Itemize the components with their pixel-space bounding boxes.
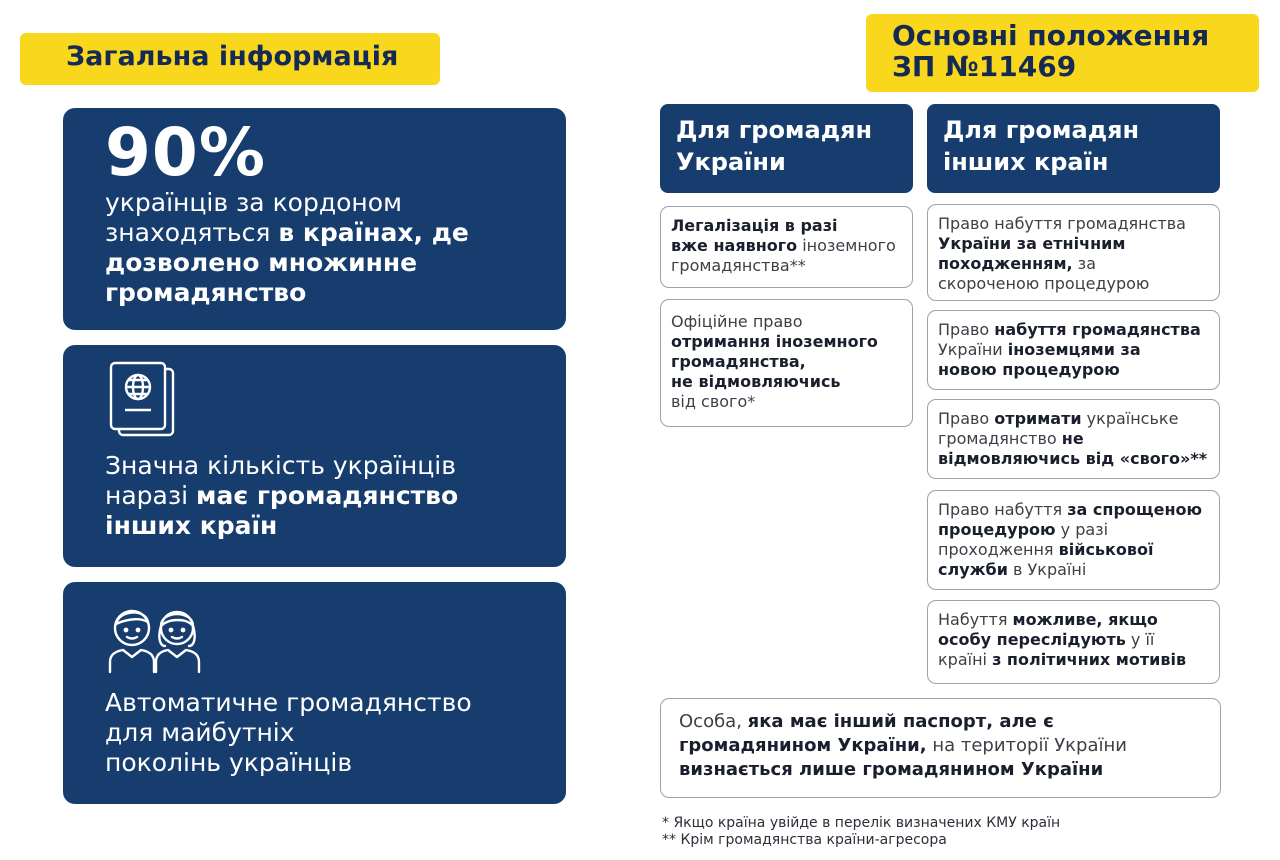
card-3-text (105, 688, 472, 778)
text-bold: служби (938, 560, 1008, 579)
text-run: України (938, 340, 1008, 359)
text-run: Автоматичне громадянство (105, 688, 472, 717)
text-bold: можливе, якщо (1012, 610, 1158, 629)
column-header-line: інших країн (943, 148, 1109, 176)
text-bold: іноземцями за (1007, 340, 1141, 359)
text-run: країні (938, 650, 993, 669)
general-info-header-text: Загальна інформація (66, 41, 399, 72)
text-run: Право набуття (938, 500, 1068, 519)
text-bold: громадянином України, (679, 735, 927, 756)
text-bold: особу переслідують (938, 630, 1126, 649)
text-bold: отримати (994, 409, 1082, 428)
text-run: поколінь українців (105, 748, 353, 777)
text-bold: не відмовляючись (671, 372, 841, 391)
text-run: для майбутніх (105, 718, 295, 747)
text-run: українців за кордоном (105, 188, 402, 217)
text-run: на території України (926, 735, 1127, 756)
text-bold: громадянства, (671, 352, 806, 371)
text-bold: дозволено множинне (105, 248, 418, 277)
text-bold: відмовляючись від «свого»** (938, 449, 1208, 468)
card-2-text (105, 451, 458, 541)
main-provisions-header-line2: ЗП №11469 (892, 50, 1077, 83)
text-run: іноземного (797, 236, 896, 255)
text-bold: України за етнічним (938, 234, 1126, 253)
text-run: Право набуття громадянства (938, 214, 1186, 233)
text-bold: військової (1058, 540, 1154, 559)
text-bold: процедурою (938, 520, 1056, 539)
footnote-1: * Якщо країна увійде в перелік визначених КМУ країн (662, 815, 1061, 831)
text-bold: громадянство (105, 278, 307, 307)
text-run: Офіційне право (671, 312, 803, 331)
others-box-ethnic-origin (927, 204, 1220, 301)
others-box-political-persecution (927, 600, 1220, 684)
text-run: українське (1081, 409, 1179, 428)
ukraine-box-official-right (660, 299, 913, 427)
card-90-percent (63, 108, 566, 330)
text-run: Право (938, 320, 995, 339)
column-header-line: України (676, 148, 786, 176)
text-bold: за спрощеною (1067, 500, 1203, 519)
text-run: від свого* (671, 392, 756, 411)
text-run: Набуття (938, 610, 1013, 629)
text-run: за (1072, 254, 1096, 273)
main-provisions-header (866, 14, 1259, 92)
text-bold: Легалізація в разі (671, 216, 838, 235)
column-header-line: Для громадян (943, 116, 1140, 144)
text-run: у разі (1055, 520, 1109, 539)
others-box-military-service (927, 490, 1220, 590)
text-run: громадянства** (671, 256, 806, 275)
text-bold: з політичних мотивів (992, 650, 1187, 669)
footnotes (662, 815, 1222, 849)
text-bold: має громадянство (196, 481, 459, 510)
text-bold: походженням, (938, 254, 1073, 273)
bottom-box-single-citizenship (660, 698, 1221, 798)
text-run: громадянство (938, 429, 1062, 448)
text-bold: в країнах, де (278, 218, 469, 247)
big-percentage: 90% (105, 114, 266, 191)
card-other-citizenship (63, 345, 566, 567)
text-bold: яка має інший паспорт, але є (747, 711, 1054, 732)
card-future-generations (63, 582, 566, 804)
others-box-new-procedure (927, 310, 1220, 390)
text-bold: інших країн (105, 511, 278, 540)
column-header-ukraine (660, 104, 913, 193)
text-run: Особа, (679, 711, 748, 732)
text-bold: визнається лише громадянином України (679, 759, 1104, 780)
column-header-other-countries (927, 104, 1220, 193)
column-header-line: Для громадян (676, 116, 873, 144)
text-run: скороченою процедурою (938, 274, 1150, 293)
text-bold: новою процедурою (938, 360, 1120, 379)
ukraine-box-legalization (660, 206, 913, 288)
others-box-no-renounce (927, 399, 1220, 479)
text-run: Значна кількість українців (105, 451, 456, 480)
main-provisions-header-line1: Основні положення (892, 19, 1210, 52)
text-bold: не (1061, 429, 1084, 448)
text-run: Право (938, 409, 995, 428)
text-run: знаходяться (105, 218, 279, 247)
footnote-2: ** Крім громадянства країни-агресора (662, 832, 947, 848)
passport-icon (107, 361, 179, 439)
text-bold: отримання іноземного (671, 332, 878, 351)
text-run: у її (1125, 630, 1155, 649)
text-run: в Україні (1007, 560, 1087, 579)
text-run: наразі (105, 481, 197, 510)
text-bold: набуття громадянства (994, 320, 1201, 339)
card-1-text (105, 188, 469, 308)
children-icon (105, 600, 205, 674)
text-bold: вже наявного (671, 236, 798, 255)
text-run: проходження (938, 540, 1059, 559)
general-info-header (20, 33, 440, 85)
